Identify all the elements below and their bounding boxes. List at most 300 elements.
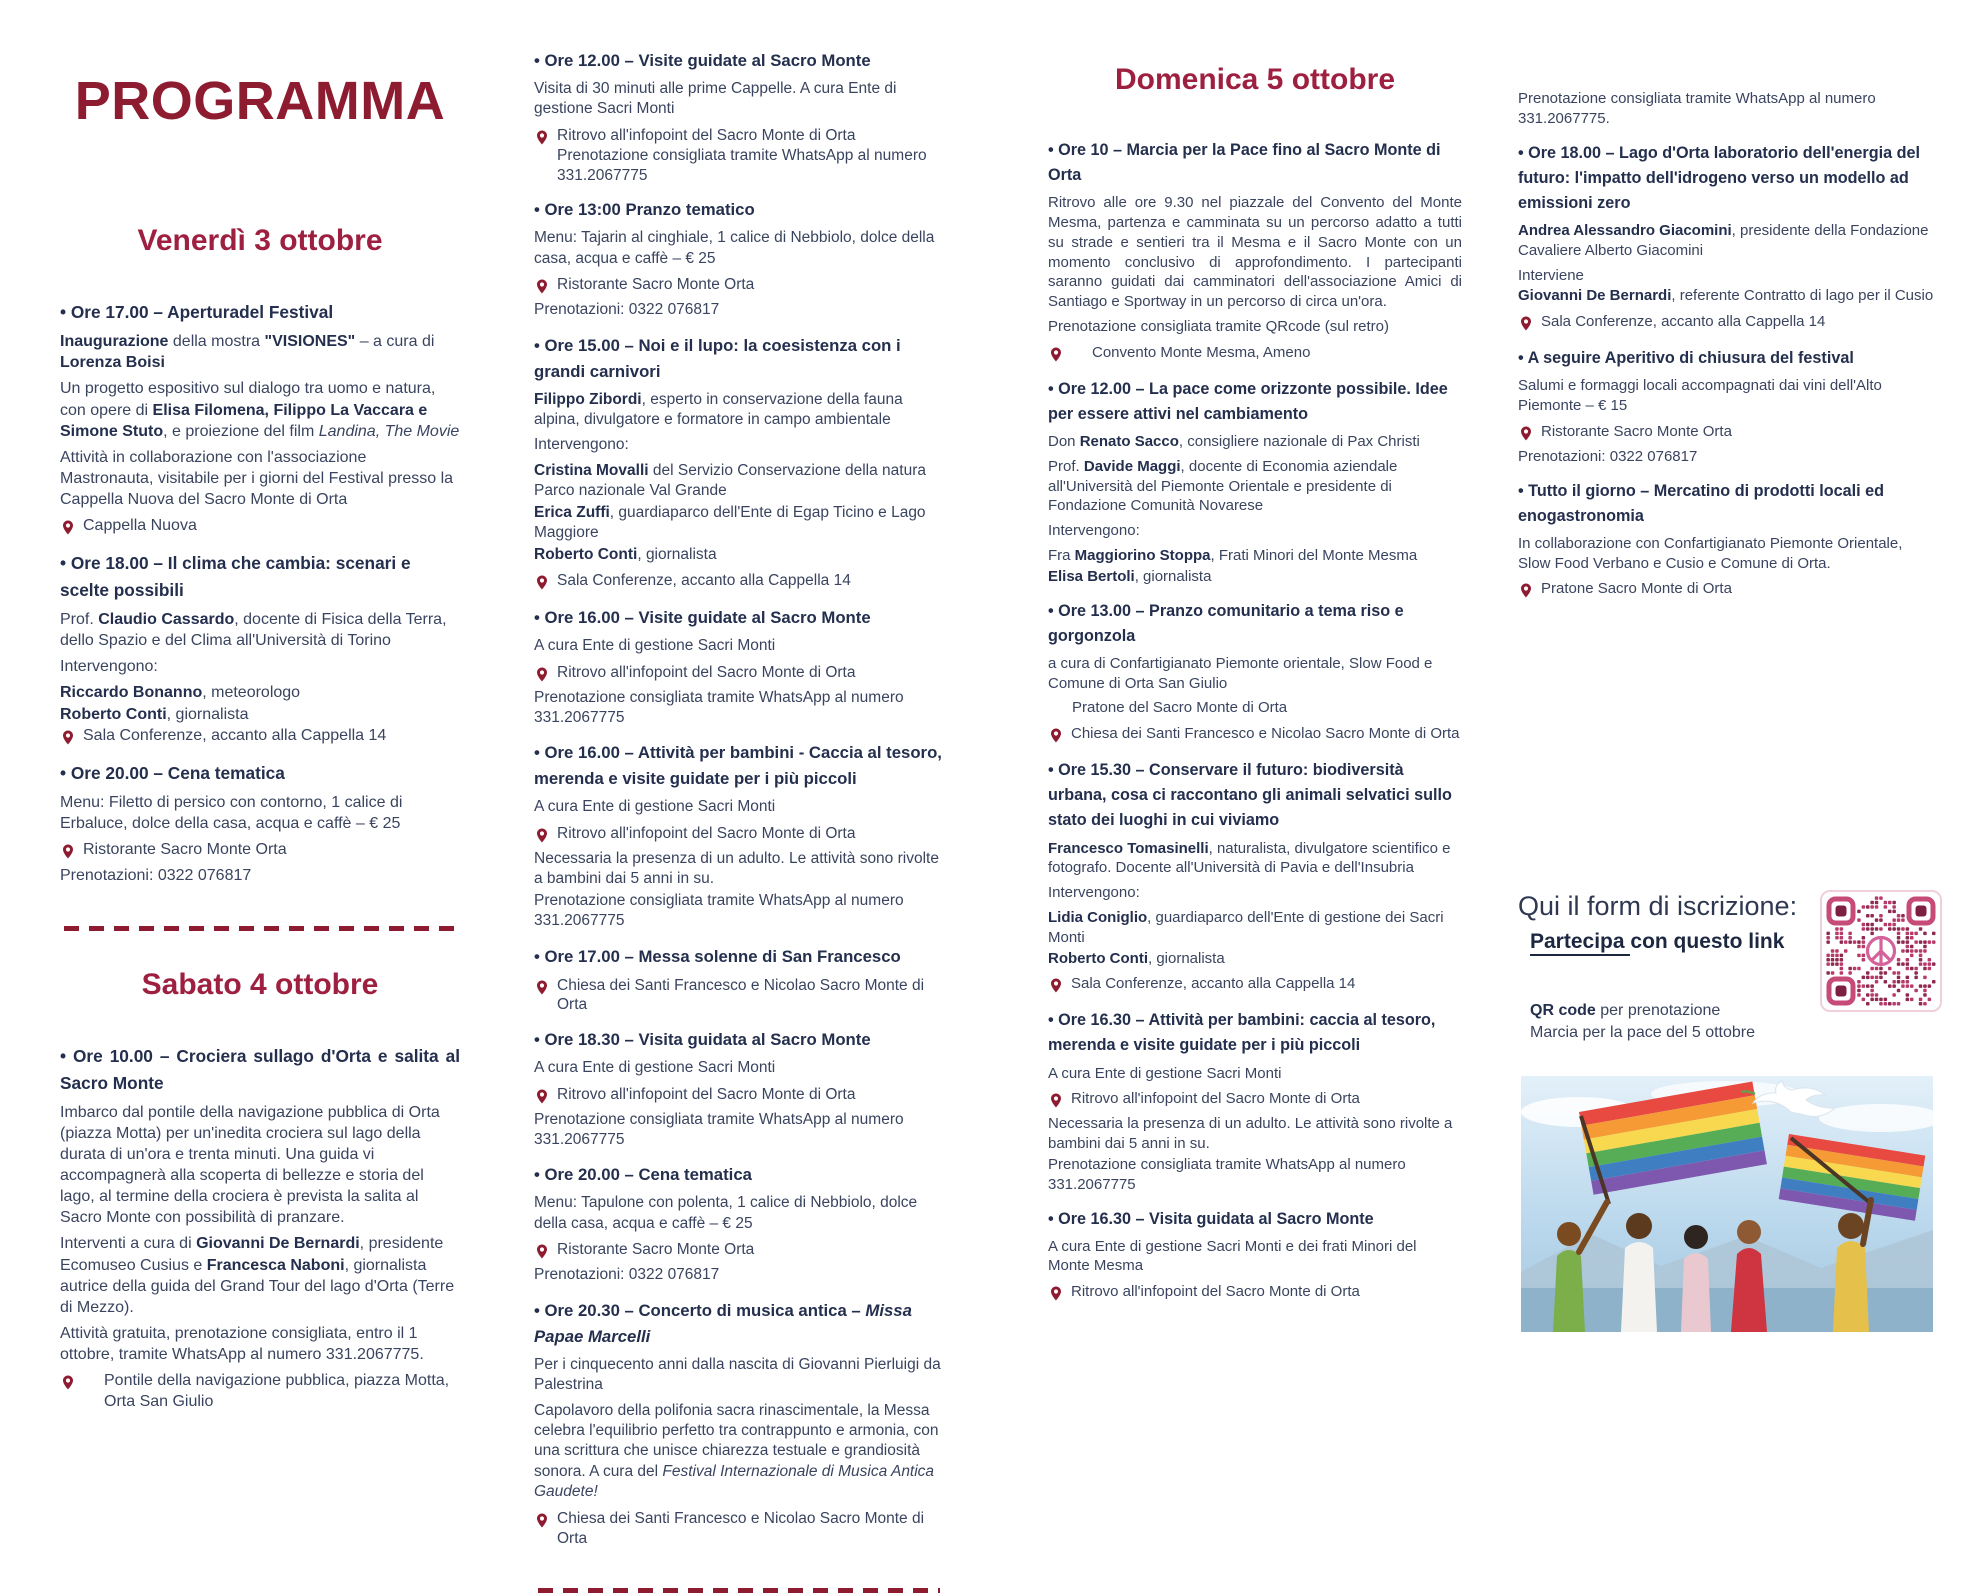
text-run: , guardiaparco dell'Ente di gestione dei Sacri Monti <box>1048 908 1444 946</box>
event-paragraph <box>1048 193 1462 312</box>
text-run: Pontile della navigazione pubblica, piazza Motta, Orta San Giulio <box>104 1372 450 1410</box>
event-title <box>60 550 460 604</box>
day-heading <box>60 967 460 1003</box>
text-run: Capolavoro della polifonia sacra rinascimentale, la Messa celebra l'equilibrio perfetto tra contrappunto e armonia, con una scrittura che unisce chiarezza testuale e grandiosità sonora. A cura del <box>534 1401 939 1480</box>
event-title <box>534 197 944 223</box>
text-run: • Ore 15.30 – Conservare il futuro: biodiversità urbana, cosa ci raccontano gli animali selvatici sullo stato dei luoghi in cui viviamo <box>1048 761 1452 830</box>
text-run: Lidia Coniglio <box>1048 908 1148 926</box>
event-title <box>534 48 944 74</box>
section-divider <box>538 1588 940 1593</box>
location-text <box>1071 724 1460 743</box>
program-column-2 <box>534 0 944 1547</box>
qr-code <box>1820 890 1942 1012</box>
map-pin-icon <box>534 1086 550 1107</box>
map-pin-icon <box>1048 975 1064 996</box>
event-paragraph <box>534 1401 944 1503</box>
text-run: Prenotazione consigliata tramite WhatsApp al numero 331.2067775 <box>534 688 904 726</box>
map-pin-icon <box>534 276 550 297</box>
event-paragraph <box>1048 883 1462 903</box>
text-run: Ritrovo all'infopoint del Sacro Monte di Orta <box>557 824 856 842</box>
text-run: Roberto Conti <box>1048 949 1148 967</box>
peace-march-drawing <box>1521 1076 1933 1332</box>
text-run: , esperto in conservazione della fauna alpina, divulgatore e formatore in campo ambientale <box>534 390 903 428</box>
text-run: Intervengono: <box>1048 884 1140 902</box>
event-paragraph <box>534 1058 944 1078</box>
event-title <box>60 299 460 326</box>
text-run: Salumi e formaggi locali accompagnati dai vini dell'Alto Piemonte – € 15 <box>1518 377 1882 415</box>
event-paragraph <box>1048 317 1462 337</box>
event-paragraph <box>1518 447 1934 467</box>
map-pin-icon <box>1048 1090 1064 1111</box>
map-pin-icon <box>60 517 76 538</box>
text-run: , presidente Ecomuseo Cusius e <box>60 1235 444 1274</box>
event-paragraph <box>534 300 944 320</box>
event-paragraph <box>534 688 944 729</box>
qr-caption-bold: QR code <box>1530 1002 1596 1020</box>
text-run: Roberto Conti <box>534 545 638 563</box>
location-line <box>60 516 460 538</box>
text-run: – a cura di <box>355 333 435 351</box>
map-pin-icon <box>60 841 76 862</box>
event-paragraph <box>60 378 460 441</box>
event-paragraph <box>1048 546 1462 566</box>
text-run: Ristorante Sacro Monte Orta <box>1541 422 1732 440</box>
location-line <box>60 1371 460 1412</box>
text-run: Chiesa dei Santi Francesco e Nicolao Sacro Monte di Orta <box>1071 725 1460 743</box>
text-run: • A seguire <box>1518 349 1605 368</box>
text-run: Renato Sacco <box>1079 433 1179 451</box>
event-paragraph <box>534 228 944 269</box>
location-text <box>1541 422 1732 441</box>
location-line <box>60 840 460 862</box>
event-paragraph <box>60 704 460 725</box>
text-run: , giornalista autrice della guida del Grand Tour del lago d'Orta (Terre di Mezzo). <box>60 1256 455 1316</box>
text-run: Prenotazione consigliata tramite WhatsApp al numero 331.2067775 <box>1048 1155 1406 1193</box>
event-paragraph <box>1518 266 1934 286</box>
text-run: PROGRAMMA <box>74 71 446 131</box>
location-line <box>534 571 944 593</box>
map-pin-icon <box>1048 344 1064 365</box>
text-run: Sala Conferenze, accanto alla Cappella 14 <box>557 572 851 590</box>
text-run: Chiesa dei Santi Francesco e Nicolao Sacro Monte di Orta <box>557 976 925 1014</box>
location-line <box>1048 974 1462 996</box>
event-paragraph <box>534 636 944 656</box>
text-run: A cura Ente di gestione Sacri Monti <box>534 637 776 655</box>
text-run: Ritrovo alle ore 9.30 nel piazzale del Convento del Monte Mesma, partenza e camminata su un percorso adatto a tutti su strade e sentieri tra il Mesma e il Sacro Monte con un momento conclusivo di approfondimento. I partecipanti saranno guidati dai camminatori dell'associazione Amici di Santiago e Sportway in un percorso di circa un'ora. <box>1048 194 1462 311</box>
map-pin-icon <box>1048 1283 1064 1304</box>
qr-caption-line2: Marcia per la pace del 5 ottobre <box>1530 1023 1756 1041</box>
text-run: Davide Maggi <box>1083 457 1181 475</box>
location-line <box>534 1509 944 1549</box>
text-run: Claudio Cassardo <box>98 610 235 628</box>
event-paragraph <box>534 390 944 431</box>
event-title <box>1048 377 1462 427</box>
map-pin-icon <box>534 977 550 998</box>
text-run: Filippo Zibordi <box>534 390 642 408</box>
location-line <box>1518 312 1934 334</box>
location-text <box>557 663 855 683</box>
text-run: Prenotazioni: 0322 076817 <box>1518 447 1698 465</box>
text-run: Don <box>1048 433 1080 451</box>
form-heading: Qui il form di iscrizione: <box>1518 891 1798 921</box>
event-paragraph <box>1048 654 1462 694</box>
location-text <box>83 726 386 746</box>
location-text <box>557 1085 855 1105</box>
text-run: Convento Monte Mesma, Ameno <box>1092 343 1311 361</box>
text-run: Necessaria la presenza di un adulto. Le attività sono rivolte a bambini dai 5 anni in su. <box>1048 1115 1453 1153</box>
text-run: Ritrovo all'infopoint del Sacro Monte di Orta Prenotazione consigliata tramite WhatsApp al numero 331.2067775 <box>557 126 927 184</box>
location-line <box>534 126 944 185</box>
location-line <box>534 1085 944 1107</box>
event-title <box>534 1027 944 1053</box>
map-pin-icon <box>534 1241 550 1262</box>
text-run: Aperitivo di chiusura del festival <box>1604 349 1854 368</box>
event-title <box>534 740 944 792</box>
event-paragraph <box>60 682 460 703</box>
event-paragraph <box>534 1193 944 1234</box>
event-paragraph <box>1048 698 1462 718</box>
text-run: , giornalista <box>1134 567 1212 585</box>
text-run: Intervengono: <box>1048 522 1140 540</box>
day-heading <box>1048 62 1462 98</box>
event-paragraph <box>1048 1237 1462 1277</box>
text-run: Maggiorino Stoppa <box>1074 547 1211 564</box>
qr-caption <box>1530 1000 1804 1043</box>
text-run: • Ore 16.00 – Attività per bambini - Caccia al tesoro, merenda e visite guidate per i più piccoli <box>534 743 942 789</box>
text-run: Imbarco dal pontile della navigazione pubblica di Orta (piazza Motta) per un'inedita crociera sul lago della durata di un'ora e trenta minuti. Una guida vi accompagnerà alla scoperta di bellezze e storia del lago, al termine della crociera è prevista la salita al Sacro Monte con possibilità di pranzare. <box>60 1103 440 1227</box>
form-link-rest: con questo link <box>1630 930 1785 954</box>
text-run: Francesco Tomasinelli <box>1048 839 1209 857</box>
location-text <box>1071 1282 1360 1301</box>
text-run: Domenica 5 ottobre <box>1114 63 1396 96</box>
text-run: Sala Conferenze, accanto alla Cappella 14 <box>1071 975 1356 993</box>
text-run: Ristorante Sacro Monte Orta <box>83 841 287 859</box>
event-paragraph <box>1518 534 1934 574</box>
text-run: Prenotazione consigliata tramite WhatsApp al numero 331.2067775 <box>534 1110 904 1148</box>
text-run: • Ore 18.00 – Lago d'Orta laboratorio dell'energia del futuro: l'impatto dell'idrogeno verso un modello ad emissioni zero <box>1518 143 1920 212</box>
event-paragraph <box>534 79 944 120</box>
text-run: Sala Conferenze, accanto alla Cappella 14 <box>83 727 387 745</box>
location-text <box>1541 312 1825 331</box>
event-paragraph <box>534 461 944 502</box>
text-run: • Ore 12.00 – Visite guidate al Sacro Monte <box>534 51 871 70</box>
text-run: Francesca Naboni <box>206 1256 345 1274</box>
text-run: A cura Ente di gestione Sacri Monti e dei frati Minori del Monte Mesma <box>1048 1237 1417 1275</box>
location-text <box>557 571 851 591</box>
location-text <box>1071 974 1355 993</box>
event-title <box>1518 141 1934 216</box>
text-run: , docente di Economia aziendale all'Università del Piemonte Orientale e presidente di Fondazione Comunità Novarese <box>1048 457 1398 515</box>
map-pin-icon <box>1518 580 1534 601</box>
event-paragraph <box>1048 457 1462 516</box>
text-run: • Ore 18.00 – Il clima che cambia: scenari e scelte possibili <box>60 553 411 600</box>
event-title <box>1048 758 1462 833</box>
event-paragraph <box>1518 376 1934 416</box>
event-title <box>60 1043 460 1097</box>
event-title <box>1048 1207 1462 1232</box>
text-run: Chiesa dei Santi Francesco e Nicolao Sacro Monte di Orta <box>557 1509 925 1547</box>
event-paragraph <box>1048 1064 1462 1084</box>
map-pin-icon <box>60 727 76 748</box>
event-paragraph <box>534 797 944 817</box>
text-run: Attività gratuita, prenotazione consigliata, entro il 1 ottobre, tramite WhatsApp al numero 331.2067775. <box>60 1324 424 1364</box>
text-run: Missa Papae Marcelli <box>534 1300 912 1346</box>
text-run: Ritrovo all'infopoint del Sacro Monte di Orta <box>557 663 856 681</box>
event-paragraph <box>534 545 944 565</box>
text-run: Necessaria la presenza di un adulto. Le attività sono rivolte a bambini dai 5 anni in su. <box>534 849 939 888</box>
event-paragraph <box>534 1265 944 1285</box>
text-run: Cappella Nuova <box>83 517 197 535</box>
text-run: Menu: Tapulone con polenta, 1 calice di Nebbiolo, dolce della casa, acqua e caffè – € 25 <box>534 1194 918 1232</box>
program-column-3 <box>1048 0 1462 1403</box>
map-pin-icon <box>534 572 550 593</box>
text-run: Ristorante Sacro Monte Orta <box>557 276 755 294</box>
event-paragraph <box>1048 1114 1462 1154</box>
location-text <box>1071 1089 1360 1108</box>
text-run: , guardiaparco dell'Ente di Egap Ticino e Lago Maggiore <box>534 503 926 542</box>
event-paragraph <box>60 792 460 834</box>
event-paragraph <box>534 1110 944 1151</box>
text-run: • Ore 20.00 – Cena tematica <box>534 1165 752 1185</box>
text-run: , docente di Fisica della Terra, dello Spazio e del Clima all'Università di Torino <box>60 610 447 649</box>
map-pin-icon <box>1518 423 1534 444</box>
text-run: • Ore 16.00 – Visite guidate al Sacro Monte <box>534 608 871 628</box>
location-text <box>557 976 944 1016</box>
event-paragraph <box>534 891 944 932</box>
cloud <box>1819 1104 1943 1132</box>
text-run: Prenotazione consigliata tramite WhatsApp al numero 331.2067775 <box>534 891 904 930</box>
text-run: • Ore 16.30 – Attività per bambini: caccia al tesoro, merenda e visite guidate per i più piccoli <box>1048 1011 1436 1055</box>
event-paragraph <box>60 865 460 886</box>
event-title <box>1048 1008 1462 1058</box>
text-run: , referente Contratto di lago per il Cusio <box>1671 287 1934 305</box>
map-pin-icon <box>534 825 550 846</box>
text-run: Giovanni De Bernardi <box>1518 287 1672 305</box>
location-line <box>1048 1282 1462 1304</box>
text-run: fino al Sacro Monte di Orta <box>1048 141 1441 185</box>
text-run: • Ore 13:00 Pranzo tematico <box>534 200 755 220</box>
text-run: Ristorante Sacro Monte Orta <box>557 1241 755 1259</box>
text-run: , giornalista <box>637 545 717 563</box>
event-title <box>1048 599 1462 649</box>
location-line <box>534 663 944 685</box>
map-pin-icon <box>1048 725 1064 746</box>
event-paragraph <box>1518 89 1934 129</box>
text-run: Intervengono: <box>60 657 158 675</box>
text-run: Cristina Movalli <box>534 461 649 479</box>
text-run: a cura di Confartigianato Piemonte orientale, Slow Food e Comune di Orta San Giulio <box>1048 654 1433 692</box>
map-pin-icon <box>534 1510 550 1531</box>
text-run: • Ore 20.30 – Concerto di musica antica – <box>534 1300 866 1320</box>
text-run: • Tutto il giorno – Mercatino di prodotti locali ed enogastronomia <box>1518 481 1884 525</box>
qr-caption-rest: per prenotazione <box>1595 1002 1721 1020</box>
text-run: Prof. <box>60 610 99 628</box>
qr-code-image <box>1826 896 1936 1006</box>
text-run: A cura Ente di gestione Sacri Monti <box>1048 1064 1282 1082</box>
text-run: • Ore 10.00 – Crociera sullago d'Orta e salita al Sacro Monte <box>60 1046 460 1094</box>
event-paragraph <box>1048 1155 1462 1195</box>
event-title <box>1518 346 1934 371</box>
event-paragraph <box>534 1355 944 1396</box>
text-run: A cura Ente di gestione Sacri Monti <box>534 1059 776 1077</box>
event-title <box>534 1298 944 1350</box>
form-link[interactable]: Partecipa <box>1530 930 1630 956</box>
map-pin-icon <box>534 127 550 148</box>
text-run: Un progetto espositivo sul dialogo tra uomo e natura, con opere di <box>60 380 436 419</box>
location-line <box>1048 343 1462 365</box>
text-run: Landina, The Movie <box>318 422 460 440</box>
text-run: Pratone Sacro Monte di Orta <box>1541 580 1732 598</box>
text-run: , e proiezione del film <box>163 422 319 440</box>
text-run: Giovanni De Bernardi <box>196 1235 360 1253</box>
event-paragraph <box>60 656 460 677</box>
peace-march-illustration <box>1521 1076 1933 1332</box>
text-run: Andrea Alessandro Giacomini <box>1518 221 1732 239</box>
text-run: Sala Conferenze, accanto alla Cappella 14 <box>1541 313 1826 331</box>
map-pin-icon <box>60 1372 76 1393</box>
text-run: Festival Internazionale di Musica Antica Gaudete! <box>534 1462 935 1501</box>
text-run: Prof. <box>1048 457 1084 475</box>
text-run: Intervengono: <box>534 436 629 454</box>
section-divider <box>64 926 456 931</box>
text-run: Sabato 4 ottobre <box>141 968 379 1002</box>
event-paragraph <box>60 1323 460 1365</box>
text-run: , giornalista <box>166 706 249 724</box>
text-run: della mostra <box>168 333 265 351</box>
text-run: • Ore 17.00 – Aperturadel Festival <box>60 302 334 323</box>
program-column-1 <box>60 0 460 1410</box>
event-paragraph <box>1048 839 1462 879</box>
event-paragraph <box>60 1102 460 1229</box>
event-paragraph <box>534 503 944 544</box>
location-text <box>557 1240 754 1260</box>
text-run: • Ore 10 – Marcia per la Pace <box>1048 141 1268 159</box>
event-title <box>534 605 944 631</box>
location-line <box>534 976 944 1016</box>
text-run: • Ore 15.00 – Noi e il lupo: la coesistenza con i grandi carnivori <box>534 335 901 381</box>
text-run: Fra <box>1048 547 1075 564</box>
text-run: A cura Ente di gestione Sacri Monti <box>534 798 776 816</box>
text-run: Elisa Filomena, Filippo La Vaccara e Simone Stuto <box>60 401 428 440</box>
registration-form-section <box>1518 890 1942 1044</box>
text-run: del Servizio Conservazione della natura Parco nazionale Val Grande <box>534 461 926 500</box>
location-text <box>1541 579 1732 598</box>
event-paragraph <box>60 609 460 651</box>
text-run: Ritrovo all'infopoint del Sacro Monte di Orta <box>1071 1090 1360 1108</box>
event-paragraph <box>1048 432 1462 452</box>
registration-form-text <box>1518 890 1804 1044</box>
text-run: , Frati Minori del Monte Mesma <box>1210 547 1418 564</box>
text-run: , presidente della Fondazione Cavaliere Alberto Giacomini <box>1518 221 1929 259</box>
location-line <box>534 1240 944 1262</box>
event-paragraph <box>1048 949 1462 969</box>
text-run: , giornalista <box>1147 949 1225 967</box>
text-run: • Ore 16.30 – Visita guidata al Sacro Monte <box>1048 1209 1374 1228</box>
text-run: Prenotazioni: 0322 076817 <box>534 301 720 319</box>
map-pin-icon <box>534 664 550 685</box>
text-run: Erica Zuffi <box>534 503 610 521</box>
text-run: , naturalista, divulgatore scientifico e fotografo. Docente all'Università di Pavia e dell'Insubria <box>1048 839 1451 877</box>
event-title <box>60 760 460 787</box>
location-line <box>60 726 460 748</box>
text-run: Riccardo Bonanno <box>60 683 203 701</box>
text-run: Menu: Tajarin al cinghiale, 1 calice di Nebbiolo, dolce della casa, acqua e caffè – € 25 <box>534 229 935 267</box>
text-run: • Ore 12.00 – La pace come orizzonte possibile. Idee per essere attivi nel cambiamento <box>1048 379 1448 423</box>
location-text <box>557 126 944 185</box>
text-run: Lorenza Boisi <box>60 354 165 372</box>
text-run: Prenotazione consigliata tramite WhatsApp al numero 331.2067775. <box>1518 90 1876 127</box>
location-line <box>534 275 944 297</box>
event-paragraph <box>1048 567 1462 587</box>
location-text <box>1092 343 1310 362</box>
text-run: Roberto Conti <box>60 706 167 724</box>
day-heading <box>60 223 460 259</box>
location-text <box>557 275 754 295</box>
text-run: Prenotazioni: 0322 076817 <box>60 867 252 885</box>
text-run: Prenotazione consigliata tramite QRcode (sul retro) <box>1048 318 1389 335</box>
text-run: Attività in collaborazione con l'associazione Mastronauta, visitabile per i giorni del Festival presso la Cappella Nuova del Sacro Monte di Orta <box>60 448 454 508</box>
text-run: "VISIONES" <box>264 333 356 351</box>
location-line <box>1048 1089 1462 1111</box>
text-run: • Ore 18.30 – Visita guidata al Sacro Monte <box>534 1030 871 1050</box>
page-title <box>60 72 460 131</box>
text-run: Inaugurazione <box>60 333 169 351</box>
event-title <box>534 333 944 385</box>
event-paragraph <box>60 447 460 510</box>
location-line <box>1048 724 1462 746</box>
location-line <box>534 824 944 846</box>
text-run: , consigliere nazionale di Pax Christi <box>1178 433 1420 451</box>
location-text <box>83 516 197 536</box>
event-paragraph <box>1048 521 1462 541</box>
event-title <box>534 1162 944 1188</box>
map-pin-icon <box>1518 313 1534 334</box>
text-run: Interviene <box>1518 266 1584 284</box>
text-run: Menu: Filetto di persico con contorno, 1 calice di Erbaluce, dolce della casa, acqua e caffè – € 25 <box>60 793 403 833</box>
text-run: • Ore 20.00 – Cena tematica <box>60 763 285 784</box>
event-title <box>534 944 944 970</box>
event-title <box>1518 479 1934 529</box>
text-run: Elisa Bertoli <box>1048 567 1135 585</box>
event-paragraph <box>534 435 944 455</box>
event-paragraph <box>534 849 944 890</box>
text-run: Ritrovo all'infopoint del Sacro Monte di Orta <box>1071 1283 1360 1301</box>
event-paragraph <box>1518 221 1934 261</box>
location-text <box>104 1371 460 1412</box>
text-run: • Ore 17.00 – Messa solenne di San Francesco <box>534 946 901 966</box>
location-text <box>83 840 287 860</box>
text-run: • Ore 13.00 – Pranzo comunitario a tema riso e gorgonzola <box>1048 601 1404 645</box>
event-paragraph <box>60 331 460 373</box>
form-link-line <box>1530 930 1804 954</box>
event-title <box>1048 138 1462 188</box>
text-run: Interventi a cura di <box>60 1235 197 1253</box>
event-paragraph <box>1518 286 1934 306</box>
text-run: Per i cinquecento anni dalla nascita di Giovanni Pierluigi da Palestrina <box>534 1355 941 1394</box>
location-text <box>557 824 855 844</box>
text-run: Ritrovo all'infopoint del Sacro Monte di Orta <box>557 1085 856 1103</box>
event-paragraph <box>60 1233 460 1317</box>
text-run: , meteorologo <box>202 683 301 701</box>
location-line <box>1518 422 1934 444</box>
text-run: Prenotazioni: 0322 076817 <box>534 1266 720 1284</box>
location-line <box>1518 579 1934 601</box>
location-text <box>557 1509 944 1549</box>
text-run: Visita di 30 minuti alle prime Cappelle. A cura Ente di gestione Sacri Monti <box>534 79 897 118</box>
text-run: Venerdì 3 ottobre <box>137 224 383 258</box>
text-run: Pratone del Sacro Monte di Orta <box>1072 699 1288 717</box>
text-run: In collaborazione con Confartigianato Piemonte Orientale, Slow Food Verbano e Cusio e Comune di Orta. <box>1518 534 1903 572</box>
